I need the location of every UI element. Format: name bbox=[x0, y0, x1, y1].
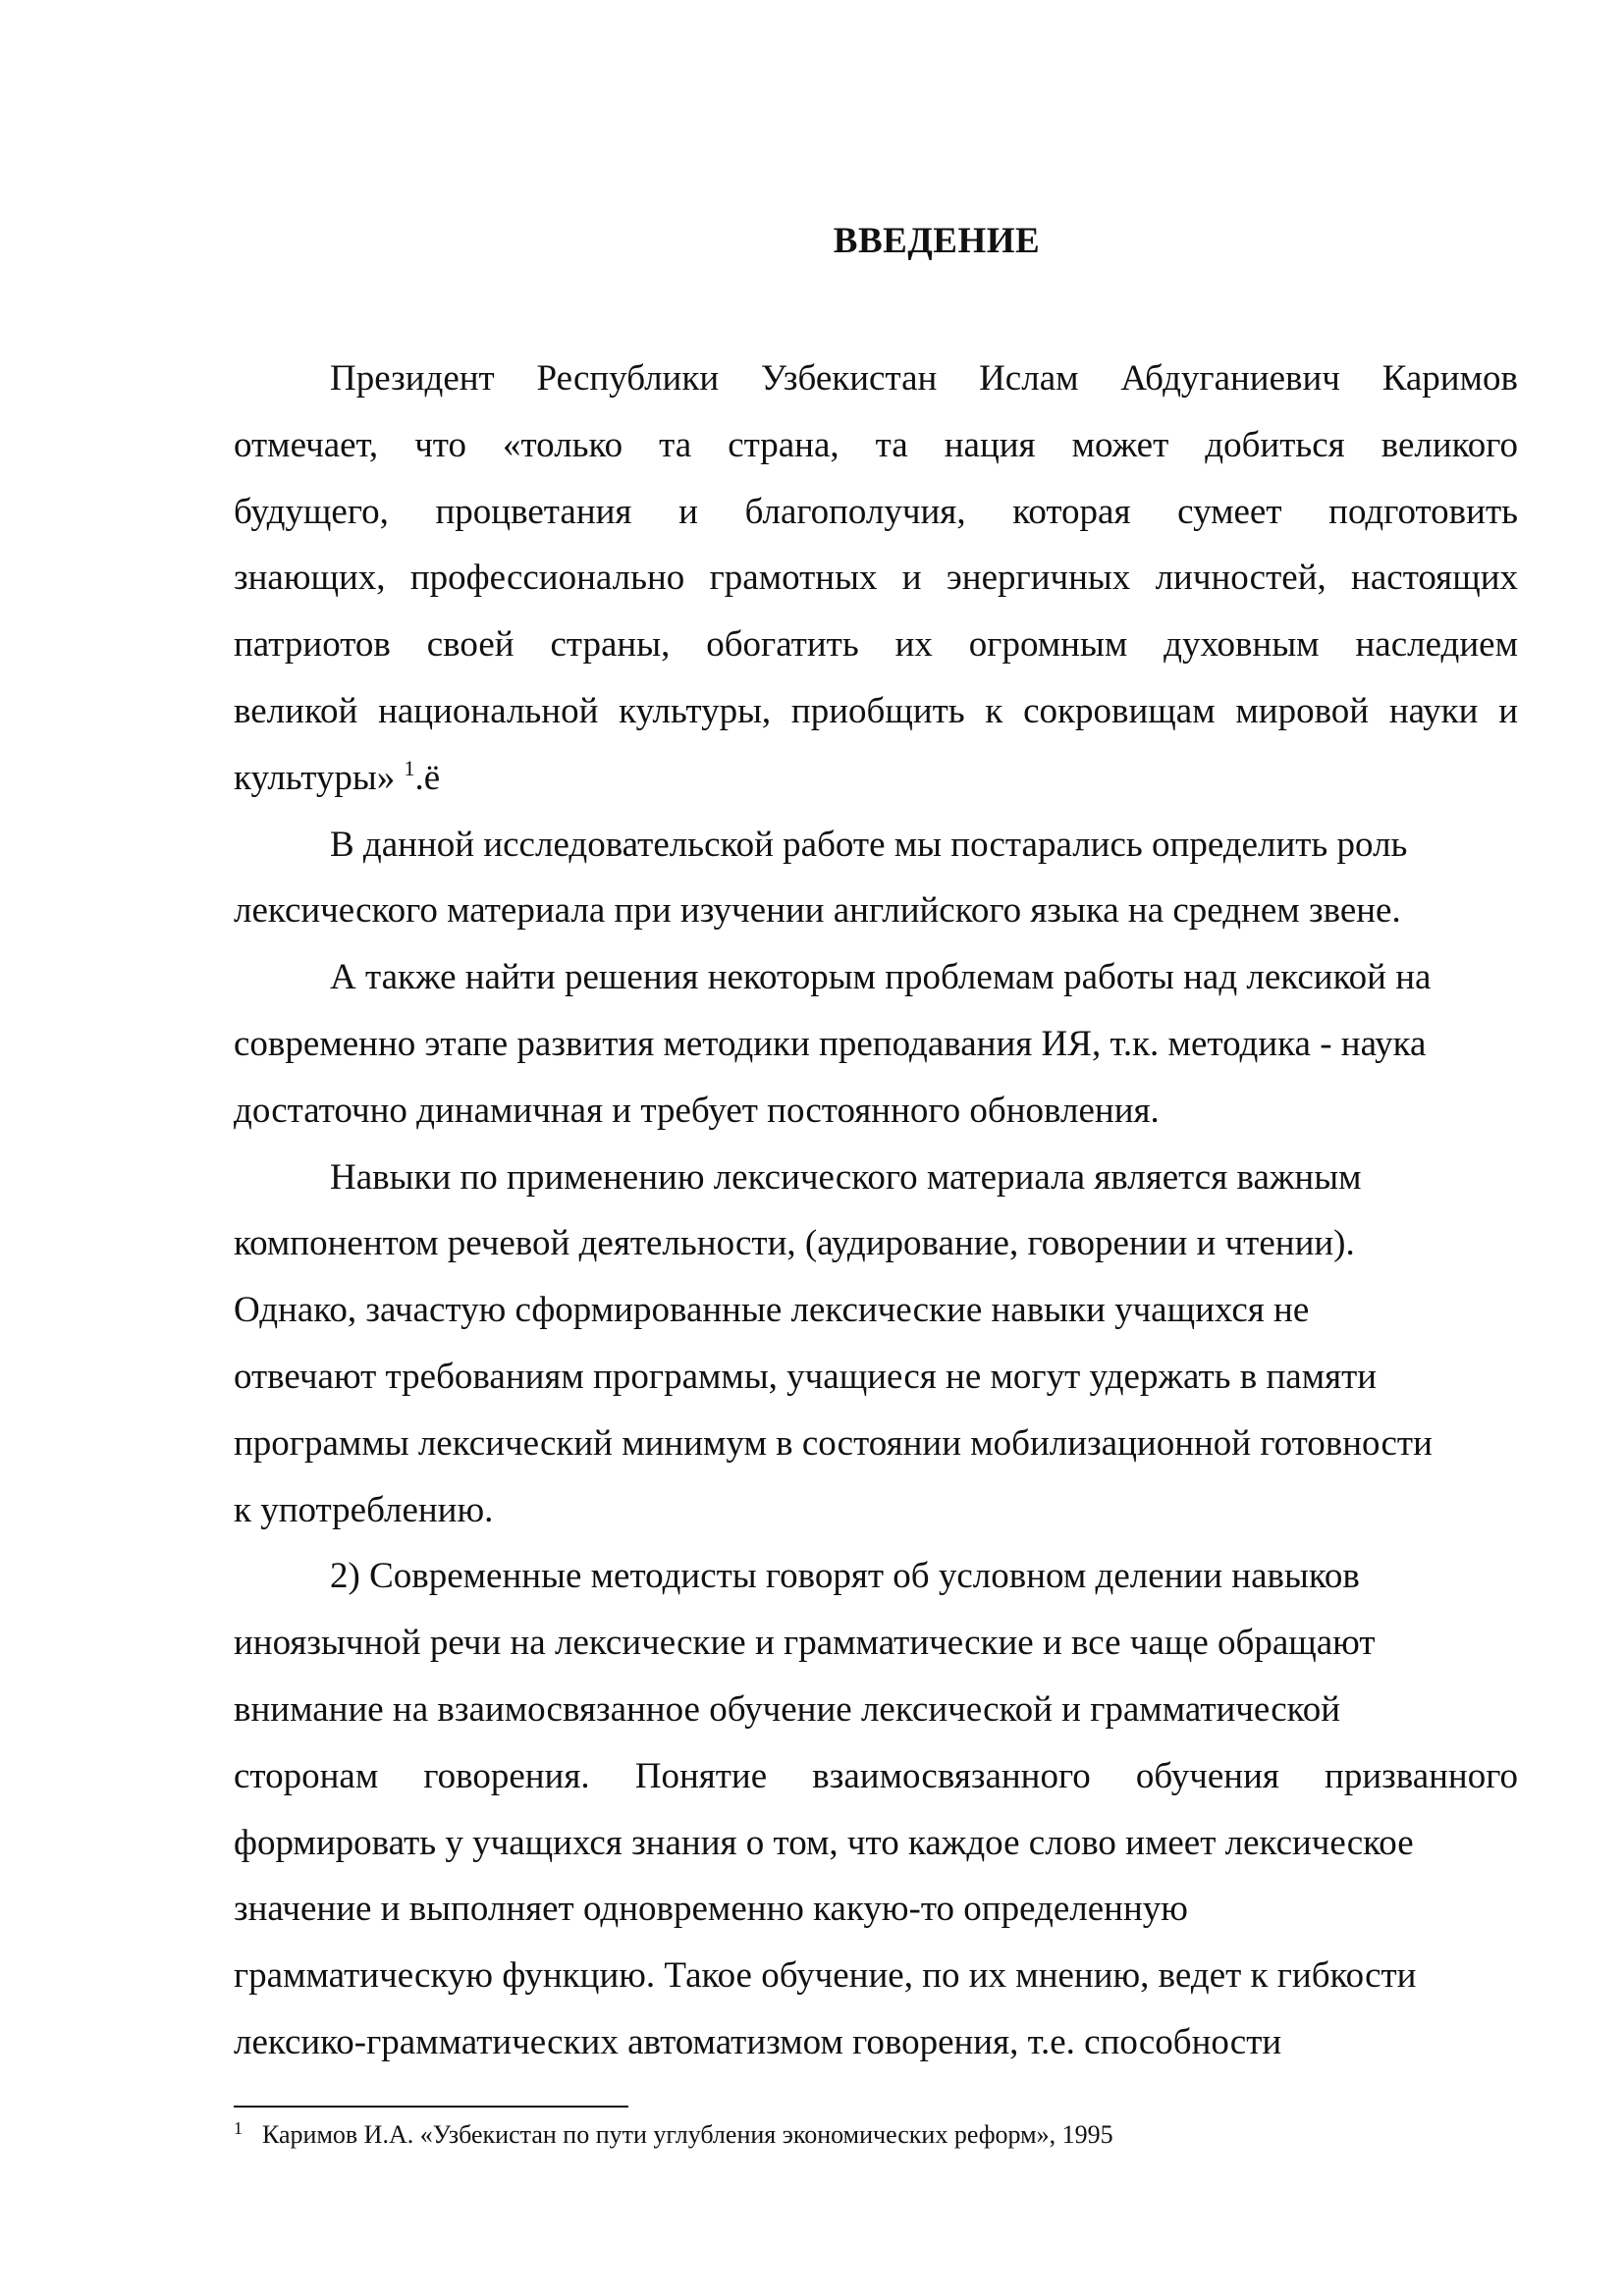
body-text bbox=[234, 346, 1518, 2076]
text-line: В данной исследовательской работе мы постарались определить роль bbox=[330, 824, 1408, 865]
text-line: внимание на взаимосвязанное обучение лексической и грамматической bbox=[234, 1688, 1341, 1730]
text-line: значение и выполняет одновременно какую-то определенную bbox=[234, 1889, 1188, 1930]
text-line: сторонам говорения. Понятие взаимосвязанного обучения призванного bbox=[234, 1755, 1518, 1796]
text-line: Навыки по применению лексического материала является важным bbox=[330, 1156, 1362, 1198]
text-line: будущего, процветания и благополучия, которая сумеет подготовить bbox=[234, 491, 1518, 532]
text-line: формировать у учащихся знания о том, что каждое слово имеет лексическое bbox=[234, 1822, 1414, 1863]
paragraph-3 bbox=[234, 944, 1518, 1144]
text-line: 2) Современные методисты говорят об условном делении навыков bbox=[330, 1556, 1360, 1597]
footnote-number: 1 bbox=[234, 2118, 243, 2138]
text-line: лексического материала при изучении английского языка на среднем звене. bbox=[234, 890, 1401, 932]
text-line: отвечают требованиям программы, учащиеся не могут удержать в памяти bbox=[234, 1356, 1378, 1397]
text-line: А также найти решения некоторым проблемам работы над лексикой на bbox=[330, 957, 1432, 998]
text-fragment: .ё bbox=[414, 757, 441, 798]
text-line: грамматическую функцию. Такое обучение, по их мнению, ведет к гибкости bbox=[234, 1955, 1417, 1997]
text-line: великой национальной культуры, приобщить к сокровищам мировой науки и bbox=[234, 690, 1518, 731]
text-line-last bbox=[234, 745, 1518, 812]
text-fragment: культуры» bbox=[234, 757, 396, 798]
text-line: современно этапе развития методики преподавания ИЯ, т.к. методика - наука bbox=[234, 1023, 1427, 1064]
text-line: компонентом речевой деятельности, (аудирование, говорении и чтении). bbox=[234, 1223, 1355, 1264]
paragraph-4 bbox=[234, 1145, 1518, 1544]
paragraph-5 bbox=[234, 1543, 1518, 2075]
text-line: патриотов своей страны, обогатить их огромным духовным наследием bbox=[234, 624, 1518, 666]
paragraph-2 bbox=[234, 812, 1518, 945]
footnote bbox=[234, 2118, 1510, 2152]
text-line: программы лексический минимум в состоянии мобилизационной готовности bbox=[234, 1422, 1433, 1464]
footnote-reference: 1 bbox=[404, 755, 415, 780]
footnote-text: Каримов И.А. «Узбекистан по пути углубления экономических реформ», 1995 bbox=[262, 2120, 1113, 2149]
text-line: отмечает, что «только та страна, та нация может добиться великого bbox=[234, 424, 1518, 465]
text-line: Однако, зачастую сформированные лексические навыки учащихся не bbox=[234, 1290, 1310, 1331]
page-title: ВВЕДЕНИЕ bbox=[833, 221, 1041, 261]
paragraph-1 bbox=[234, 346, 1518, 812]
text-line: лексико-грамматических автоматизмом говорения, т.е. способности bbox=[234, 2021, 1282, 2062]
text-line: к употреблению. bbox=[234, 1489, 494, 1530]
text-line: знающих, профессионально грамотных и энергичных личностей, настоящих bbox=[234, 558, 1518, 599]
footnote-separator bbox=[234, 2106, 628, 2108]
text-line: иноязычной речи на лексические и грамматические и все чаще обращают bbox=[234, 1623, 1376, 1664]
text-line: Президент Республики Узбекистан Ислам Абдуганиевич Каримов bbox=[330, 358, 1518, 399]
text-line: достаточно динамичная и требует постоянного обновления. bbox=[234, 1090, 1160, 1131]
